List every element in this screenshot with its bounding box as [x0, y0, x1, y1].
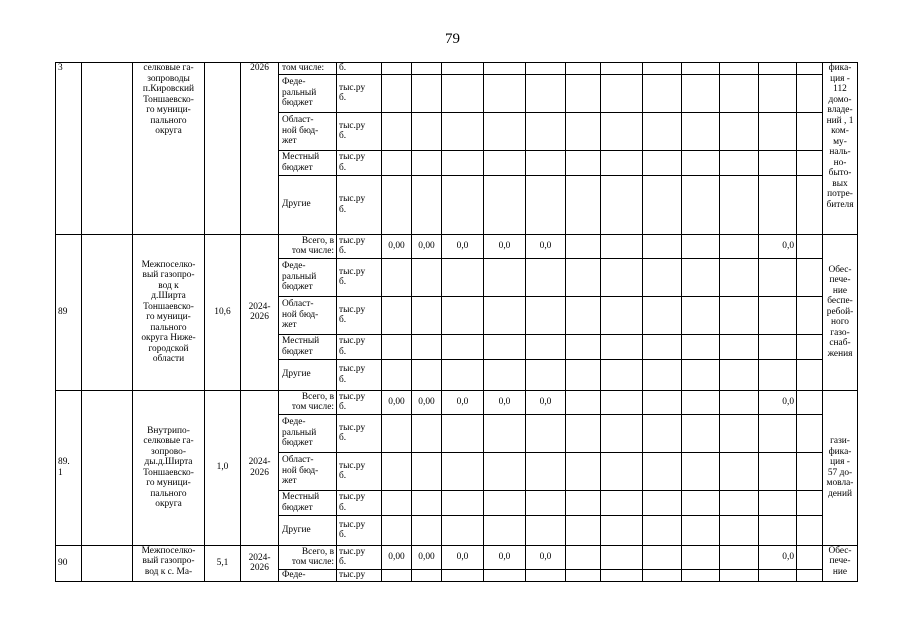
funding-source: Местный бюджет	[279, 490, 337, 515]
value-cell: 0,00	[412, 545, 442, 569]
funding-source: Местный бюджет	[279, 150, 337, 175]
row-number: 3	[56, 63, 82, 235]
value-cell: 0,0	[442, 545, 484, 569]
result-cell: Обес- пече- ние беспе- ребой- ного газо- снаб- жения	[823, 234, 858, 390]
value-cell: 0,00	[412, 390, 442, 414]
object-name: Внутрипо- селковые га- зопрово- ды.д.Ширта Тоншаевско- го муници- пального округа	[133, 390, 205, 545]
budget-table	[55, 62, 858, 582]
unit-cell: тыс.ру б.	[337, 334, 382, 359]
unit-cell: тыс.ру б.	[337, 545, 382, 569]
funding-source: Област- ной бюд- жет	[279, 296, 337, 334]
funding-source: Другие	[279, 175, 337, 234]
table-row	[56, 545, 858, 569]
length-cell	[205, 63, 241, 235]
table-row	[56, 234, 858, 258]
empty-cell	[82, 545, 133, 581]
funding-source: Област- ной бюд- жет	[279, 112, 337, 150]
object-name: Межпоселко- вый газопро- вод к д.Ширта Тоншаевско- го муници- пального округа Ниже- городской области	[133, 234, 205, 390]
value-cell: 0,00	[412, 234, 442, 258]
row-number: 89. 1	[56, 390, 82, 545]
unit-cell: тыс.ру б.	[337, 150, 382, 175]
row-number: 90	[56, 545, 82, 581]
value-cell: 0,0	[484, 390, 526, 414]
value-cell: 0,00	[382, 390, 412, 414]
value-cell: 0,0	[759, 390, 797, 414]
length-cell: 10,6	[205, 234, 241, 390]
value-cell: 0,00	[382, 545, 412, 569]
length-cell: 1,0	[205, 390, 241, 545]
funding-source: Другие	[279, 515, 337, 545]
row-number: 89	[56, 234, 82, 390]
unit-cell: тыс.ру б.	[337, 112, 382, 150]
funding-source-total: Всего, в том числе:	[279, 234, 337, 258]
funding-source-total: Всего, в том числе:	[279, 390, 337, 414]
value-cell: 0,00	[382, 234, 412, 258]
funding-source: Феде- ральный бюджет	[279, 74, 337, 112]
value-cell: 0,0	[526, 234, 566, 258]
object-name: Межпоселко- вый газопро- вод к с. Ма-	[133, 545, 205, 581]
unit-cell: тыс.ру б.	[337, 390, 382, 414]
result-cell: Обес- пече- ние	[823, 545, 858, 581]
funding-source: Феде- ральный бюджет	[279, 414, 337, 452]
period-cell: 2026	[241, 63, 279, 235]
unit-cell: тыс.ру б.	[337, 296, 382, 334]
funding-source: Феде- ральный бюджет	[279, 258, 337, 296]
unit-cell: тыс.ру б.	[337, 359, 382, 390]
value-cell: 0,0	[526, 545, 566, 569]
unit-cell: тыс.ру б.	[337, 414, 382, 452]
table-row	[56, 63, 858, 75]
funding-source: Феде-	[279, 569, 337, 581]
value-cell: 0,0	[442, 390, 484, 414]
object-name: селковые га- зопроводы п.Кировский Тоншаевско- го муници- пального округа	[133, 63, 205, 235]
unit-cell: тыс.ру б.	[337, 175, 382, 234]
value-cell: 0,0	[759, 234, 797, 258]
result-cell: фика- ция - 112 домо- владе- ний , 1 ком- му- наль- но- быто- вых потре- бителя	[823, 63, 858, 235]
funding-source: Другие	[279, 359, 337, 390]
unit-cell: тыс.ру б.	[337, 452, 382, 490]
page-number: 79	[445, 31, 460, 47]
funding-source: том числе:	[279, 63, 337, 75]
empty-cell	[82, 234, 133, 390]
unit-cell: б.	[337, 63, 382, 75]
length-cell: 5,1	[205, 545, 241, 581]
period-cell: 2024- 2026	[241, 234, 279, 390]
table-row	[56, 390, 858, 414]
value-cell: 0,0	[484, 234, 526, 258]
unit-cell: тыс.ру б.	[337, 515, 382, 545]
period-cell: 2024- 2026	[241, 545, 279, 581]
value-cell: 0,0	[442, 234, 484, 258]
funding-source-total: Всего, в том числе:	[279, 545, 337, 569]
unit-cell: тыс.ру б.	[337, 258, 382, 296]
funding-source: Област- ной бюд- жет	[279, 452, 337, 490]
period-cell: 2024- 2026	[241, 390, 279, 545]
value-cell: 0,0	[526, 390, 566, 414]
value-cell: 0,0	[484, 545, 526, 569]
value-cell: 0,0	[759, 545, 797, 569]
unit-cell: тыс.ру б.	[337, 234, 382, 258]
empty-cell	[82, 63, 133, 235]
unit-cell: тыс.ру б.	[337, 74, 382, 112]
unit-cell: тыс.ру б.	[337, 490, 382, 515]
funding-source: Местный бюджет	[279, 334, 337, 359]
empty-cell	[82, 390, 133, 545]
result-cell: гази- фика- ция - 57 до- мовла- дений	[823, 390, 858, 545]
unit-cell: тыс.ру	[337, 569, 382, 581]
